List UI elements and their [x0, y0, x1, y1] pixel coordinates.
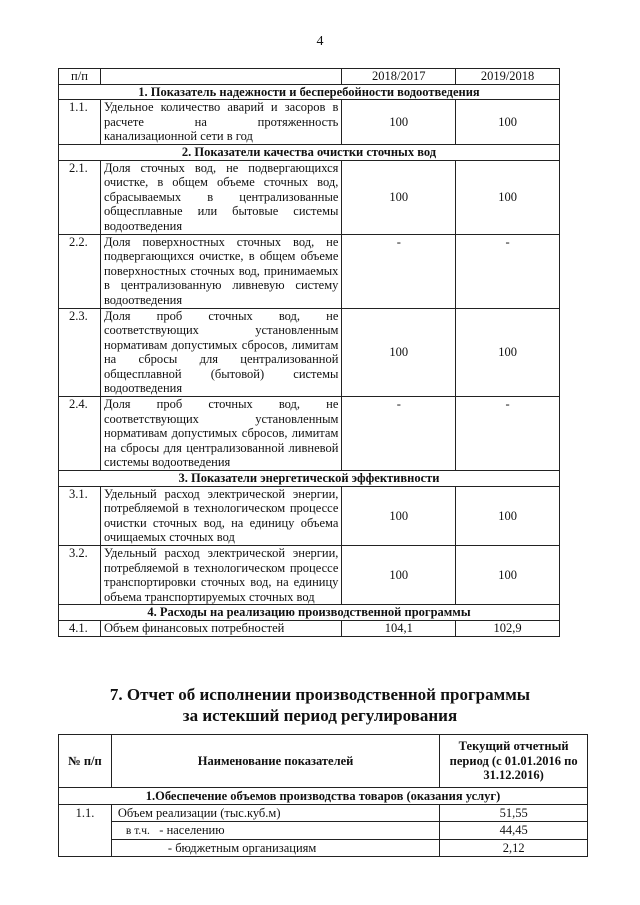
- row-value-2019: 100: [456, 308, 560, 397]
- report-table: [58, 734, 588, 857]
- table-header-row: [59, 69, 560, 85]
- row-value-2018: -: [342, 397, 456, 471]
- row-number: 3.2.: [59, 546, 101, 605]
- row-number: 2.2.: [59, 234, 101, 308]
- table-row: [59, 840, 588, 857]
- table-row: [59, 546, 560, 605]
- row-value-2018: 100: [342, 546, 456, 605]
- row-description: Доля проб сточных вод, не соответствующих установленным нормативам допустимых сбросов, лимитам на сбросы для централизованной общесплавной (бытовой) системы водоотведения: [100, 308, 341, 397]
- section-row: [59, 605, 560, 621]
- row-value-2019: -: [456, 397, 560, 471]
- row-description: Доля поверхностных сточных вод, не подвергающихся очистке, в общем объеме поверхностных сточных вод, принимаемых в централизованную ливневую систему водоотведения: [100, 234, 341, 308]
- sub-label: - населению: [159, 823, 225, 837]
- row-number: 2.3.: [59, 308, 101, 397]
- header-cell: Наименование показателей: [111, 735, 439, 788]
- row-description: Удельный расход электрической энергии, потребляемой в технологическом процессе очистки сточных вод, на единицу объема очищаемых сточных вод: [100, 486, 341, 545]
- row-value-2018: 100: [342, 160, 456, 234]
- header-cell: Текущий отчетный период (с 01.01.2016 по 31.12.2016): [440, 735, 588, 788]
- section-title: 2. Показатели качества очистки сточных вод: [59, 144, 560, 160]
- title-line: за истекший период регулирования: [182, 706, 458, 725]
- table-row: [59, 486, 560, 545]
- row-label: [111, 822, 439, 840]
- row-value-2019: -: [456, 234, 560, 308]
- section-title: 4. Расходы на реализацию производственной программы: [59, 605, 560, 621]
- header-cell: 2018/2017: [342, 69, 456, 85]
- row-value-2018: 100: [342, 486, 456, 545]
- row-description: Удельный расход электрической энергии, потребляемой в технологическом процессе транспортировки сточных вод, на единицу объема транспортируемых сточных вод: [100, 546, 341, 605]
- header-cell: 2019/2018: [456, 69, 560, 85]
- row-value-2018: 100: [342, 100, 456, 145]
- row-value-2018: -: [342, 234, 456, 308]
- row-value-2018: 104,1: [342, 620, 456, 636]
- row-number: 4.1.: [59, 620, 101, 636]
- row-value-2019: 100: [456, 100, 560, 145]
- row-value: 44,45: [440, 822, 588, 840]
- sub-prefix: в т.ч.: [125, 825, 150, 837]
- row-value: 2,12: [440, 840, 588, 857]
- row-value: 51,55: [440, 805, 588, 822]
- row-value-2018: 100: [342, 308, 456, 397]
- row-number: 1.1.: [59, 805, 112, 857]
- table-row: [59, 620, 560, 636]
- table-row: [59, 308, 560, 397]
- row-label: Объем реализации (тыс.куб.м): [111, 805, 439, 822]
- section-row: [59, 84, 560, 100]
- section-title: 1.Обеспечение объемов производства товаров (оказания услуг): [59, 788, 588, 805]
- row-number: 1.1.: [59, 100, 101, 145]
- table-row: [59, 234, 560, 308]
- row-number: 2.1.: [59, 160, 101, 234]
- page-number: 4: [316, 34, 324, 49]
- row-value-2019: 100: [456, 160, 560, 234]
- header-cell: п/п: [59, 69, 101, 85]
- row-value-2019: 102,9: [456, 620, 560, 636]
- row-description: Объем финансовых потребностей: [100, 620, 341, 636]
- indicators-table: [58, 68, 560, 637]
- table-row: [59, 822, 588, 840]
- section-row: [59, 144, 560, 160]
- row-value-2019: 100: [456, 546, 560, 605]
- section-title: 3. Показатели энергетической эффективности: [59, 471, 560, 487]
- title-line: 7. Отчет об исполнении производственной программы: [109, 685, 531, 704]
- row-value-2019: 100: [456, 486, 560, 545]
- header-cell: № п/п: [59, 735, 112, 788]
- row-number: 3.1.: [59, 486, 101, 545]
- table-row: [59, 160, 560, 234]
- section-7-title: [0, 684, 640, 726]
- section-row: [59, 471, 560, 487]
- row-description: Доля проб сточных вод, не соответствующих установленным нормативам допустимых сбросов, лимитам на сбросы для централизованной ливневой системы водоотведения: [100, 397, 341, 471]
- table-row: [59, 397, 560, 471]
- header-cell: [100, 69, 341, 85]
- row-description: Доля сточных вод, не подвергающихся очистке, в общем объеме сточных вод, сбрасываемых в централизованные общесплавные или бытовые системы водоотведения: [100, 160, 341, 234]
- row-number: 2.4.: [59, 397, 101, 471]
- table-row: [59, 100, 560, 145]
- section-title: 1. Показатель надежности и бесперебойности водоотведения: [59, 84, 560, 100]
- table-header-row: [59, 735, 588, 788]
- section-row: [59, 788, 588, 805]
- table-row: [59, 805, 588, 822]
- row-label: - бюджетным организациям: [111, 840, 439, 857]
- row-description: Удельное количество аварий и засоров в расчете на протяженность канализационной сети в год: [100, 100, 341, 145]
